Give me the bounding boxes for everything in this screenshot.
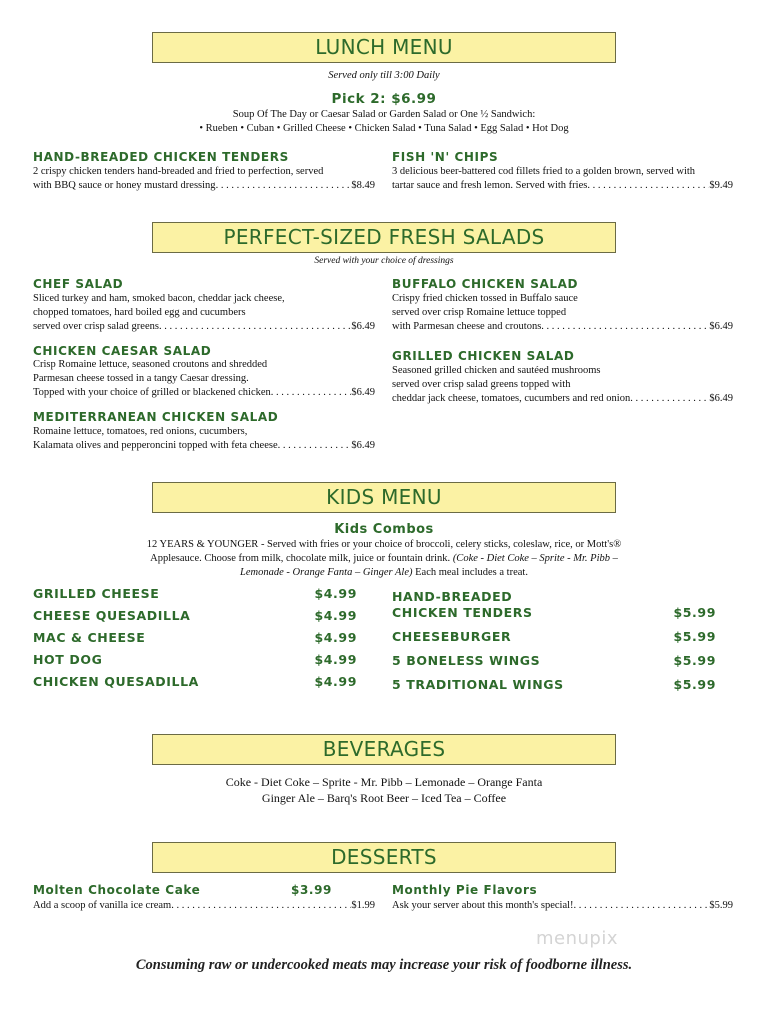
kids-menu-banner: KIDS MENU (152, 482, 616, 513)
kids-combos-heading: Kids Combos (334, 522, 434, 537)
kids-item: CHICKEN TENDERS $5.99 (392, 605, 716, 620)
salads-served-note: Served with your choice of dressings (314, 256, 454, 266)
kids-item: CHICKEN QUESADILLA $4.99 (33, 674, 357, 689)
dessert-title-molten-cake: Molten Chocolate Cake $3.99 (33, 883, 332, 897)
item-title-chicken-tenders: HAND-BREADED CHICKEN TENDERS (33, 150, 289, 164)
beverages-line2: Ginger Ale – Barq's Root Beer – Iced Tea – Coffee (261, 791, 507, 805)
item-title-caesar-salad: CHICKEN CAESAR SALAD (33, 344, 212, 358)
item-desc-mediterranean-salad: Romaine lettuce, tomatoes, red onions, cucumbers, Kalamata olives and pepperoncini topped with feta cheese . . . $6.49 (33, 425, 375, 453)
item-desc-grilled-chicken-salad: Seasoned grilled chicken and sautéed mushrooms served over crisp salad greens topped with cheddar jack cheese, tomatoes, cucumbers and red onion . . . $6.49 (392, 364, 733, 406)
item-price: $6.49 (351, 387, 375, 398)
item-desc-chicken-tenders: 2 crispy chicken tenders hand-breaded and fried to perfection, served with BBQ sauce or honey mustard dressing . . . $8.49 (33, 165, 375, 193)
kids-item: CHEESE QUESADILLA $4.99 (33, 608, 357, 623)
item-desc-chef-salad: Sliced turkey and ham, smoked bacon, cheddar jack cheese, chopped tomatoes, hard boiled egg and cucumbers served over crisp salad greens . . . $6.49 (33, 292, 375, 334)
menupix-watermark: menupix (536, 928, 619, 949)
desserts-banner: DESSERTS (152, 842, 616, 873)
item-desc-buffalo-salad: Crispy fried chicken tossed in Buffalo sauce served over crisp Romaine lettuce topped with Parmesan cheese and croutons . . . $6.49 (392, 292, 733, 334)
kids-item: 5 TRADITIONAL WINGS $5.99 (392, 677, 716, 692)
kids-item: GRILLED CHEESE $4.99 (33, 586, 357, 601)
item-title-mediterranean-salad: MEDITERRANEAN CHICKEN SALAD (33, 410, 279, 424)
item-title-buffalo-salad: BUFFALO CHICKEN SALAD (392, 277, 579, 291)
kids-item-heading: HAND-BREADED (392, 589, 513, 604)
footer-disclaimer: Consuming raw or undercooked meats may increase your risk of foodborne illness. (135, 957, 633, 973)
kids-item: HOT DOG $4.99 (33, 652, 357, 667)
beverages-banner: BEVERAGES (152, 734, 616, 765)
item-price: $6.49 (351, 321, 375, 332)
item-title-grilled-chicken-salad: GRILLED CHICKEN SALAD (392, 349, 575, 363)
item-title-chef-salad: CHEF SALAD (33, 277, 124, 291)
item-desc-fish-chips: 3 delicious beer-battered cod fillets fried to a golden brown, served with tartar sauce and fresh lemon. Served with fries . . . $9.49 (392, 165, 733, 193)
item-price: $1.99 (351, 900, 375, 911)
item-desc-caesar-salad: Crisp Romaine lettuce, seasoned croutons and shredded Parmesan cheese tossed in a tangy Caesar dressing. Topped with your choice of grilled or blackened chicken . . . $6.49 (33, 358, 375, 400)
item-price: $8.49 (351, 180, 375, 191)
item-price: $6.49 (709, 393, 733, 404)
kids-combos-line1: 12 YEARS & YOUNGER - Served with fries or your choice of broccoli, celery sticks, coleslaw, rice, or Mott's® (146, 539, 622, 550)
dessert-desc-molten-cake: Add a scoop of vanilla ice cream . . . $1.99 (33, 899, 375, 913)
salads-banner: PERFECT-SIZED FRESH SALADS (152, 222, 616, 253)
item-price: $6.49 (709, 321, 733, 332)
beverages-line1: Coke - Diet Coke – Sprite - Mr. Pibb – Lemonade – Orange Fanta (225, 775, 543, 789)
item-title-fish-chips: FISH 'N' CHIPS (392, 150, 499, 164)
lunch-served-note: Served only till 3:00 Daily (328, 70, 440, 81)
sandwich-list: • Rueben • Cuban • Grilled Cheese • Chicken Salad • Tuna Salad • Egg Salad • Hot Dog (199, 123, 569, 134)
kids-combos-line2: Applesauce. Choose from milk, chocolate milk, juice or fountain drink. (Coke - Diet Coke – Sprite - Mr. Pibb – (150, 553, 618, 564)
pick2-description: Soup Of The Day or Caesar Salad or Garden Salad or One ½ Sandwich: (232, 109, 536, 120)
item-price: $5.99 (709, 900, 733, 911)
kids-item: 5 BONELESS WINGS $5.99 (392, 653, 716, 668)
item-price: $6.49 (351, 440, 375, 451)
kids-item: CHEESEBURGER $5.99 (392, 629, 716, 644)
dessert-desc-pie: Ask your server about this month's special! . . . $5.99 (392, 899, 733, 913)
kids-combos-line3: Lemonade - Orange Fanta – Ginger Ale) Each meal includes a treat. (240, 567, 528, 578)
dessert-title-pie: Monthly Pie Flavors (392, 883, 538, 897)
kids-item: MAC & CHEESE $4.99 (33, 630, 357, 645)
pick2-heading: Pick 2: $6.99 (331, 91, 437, 107)
lunch-menu-banner: LUNCH MENU (152, 32, 616, 63)
item-price: $9.49 (709, 180, 733, 191)
